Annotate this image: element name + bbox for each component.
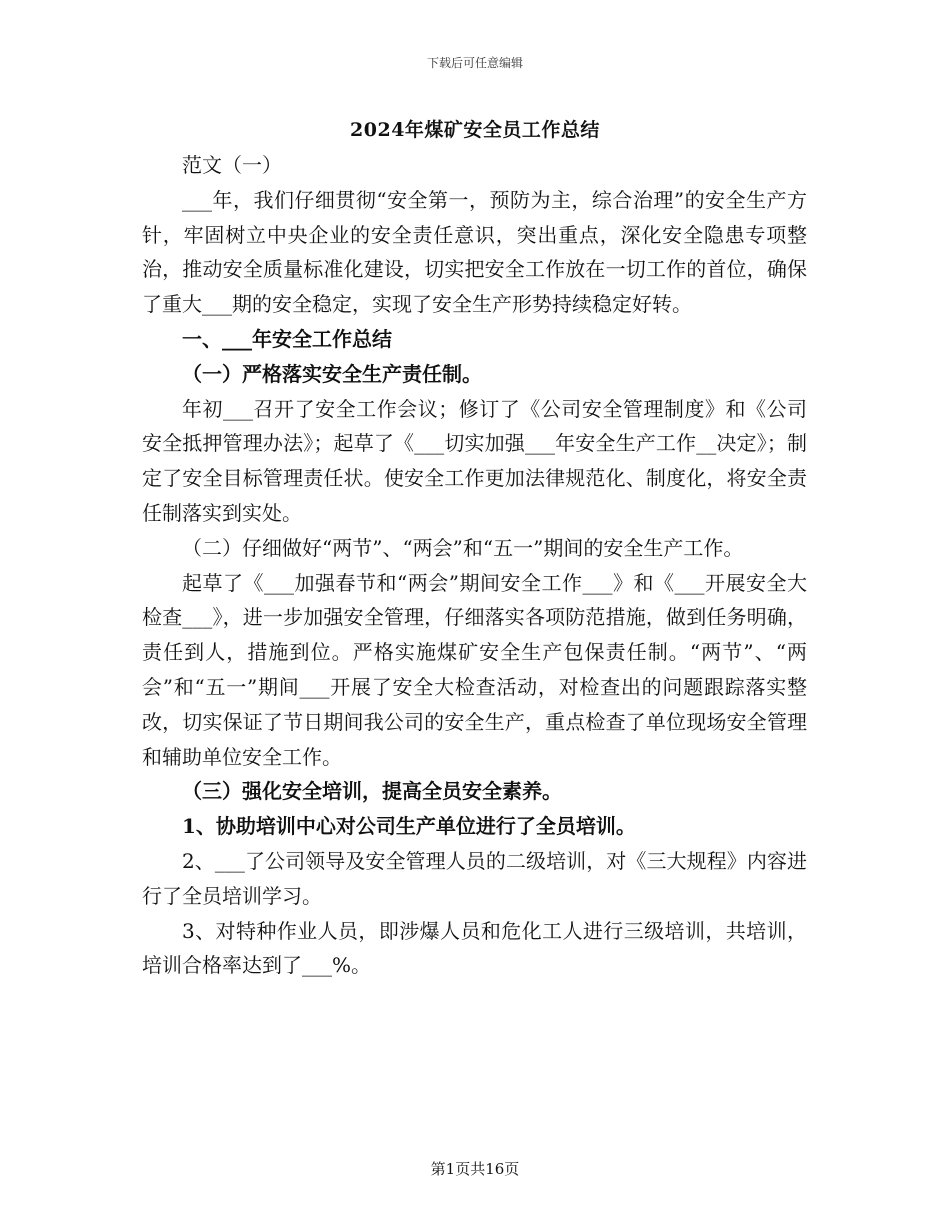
paragraph-intro: ___年，我们仔细贯彻“安全第一，预防为主，综合治理”的安全生产方针，牢固树立中央企业的安全责任意识，突出重点，深化安全隐患专项整治，推动安全质量标准化建设，切实把安全工作放在一切工作的首位，确保了重大___期的安全稳定，实现了安全生产形势持续稳定好转。 [142, 187, 807, 317]
document-title: 2024年煤矿安全员工作总结 [350, 119, 600, 141]
list-item: 3、对特种作业人员，即涉爆人员和危化工人进行三级培训，共培训，培训合格率达到了___%。 [142, 918, 807, 978]
list-item: 2、___了公司领导及安全管理人员的二级培训，对《三大规程》内容进行了全员培训学习。 [142, 848, 807, 908]
subsection-heading: （三）强化安全培训，提高全员安全素养。 [182, 779, 562, 804]
subsection-heading: （二）仔细做好“两节”、“两会”和“五一”期间的安全生产工作。 [182, 535, 744, 560]
header-note: 下载后可任意编辑 [426, 56, 523, 70]
paragraph-sample-label: 范文（一） [182, 153, 282, 177]
list-item: 1、协助培训中心对公司生产单位进行了全员培训。 [182, 814, 636, 839]
section-heading: 一、___年安全工作总结 [182, 326, 392, 351]
subsection-heading: （一）严格落实安全生产责任制。 [182, 361, 482, 386]
document-body [142, 148, 807, 983]
paragraph: 起草了《___加强春节和“两会”期间安全工作___》和《___开展安全大检查___》，进一步加强安全管理，仔细落实各项防范措施，做到任务明确，责任到人，措施到位。严格实施煤矿安全生产包保责任制。“两节”、“两会”和“五一”期间___开展了安全大检查活动，对检查出的问题跟踪落实整改，切实保证了节日期间我公司的安全生产，重点检查了单位现场安全管理和辅助单位安全工作。 [142, 570, 807, 769]
paragraph: 年初___召开了安全工作会议；修订了《公司安全管理制度》和《公司安全抵押管理办法》；起草了《___切实加强___年安全生产工作__决定》；制定了安全目标管理责任状。使安全工作更加法律规范化、制度化，将安全责任制落实到实处。 [142, 396, 807, 525]
page-number: 第1页共16页 [430, 1160, 520, 1178]
